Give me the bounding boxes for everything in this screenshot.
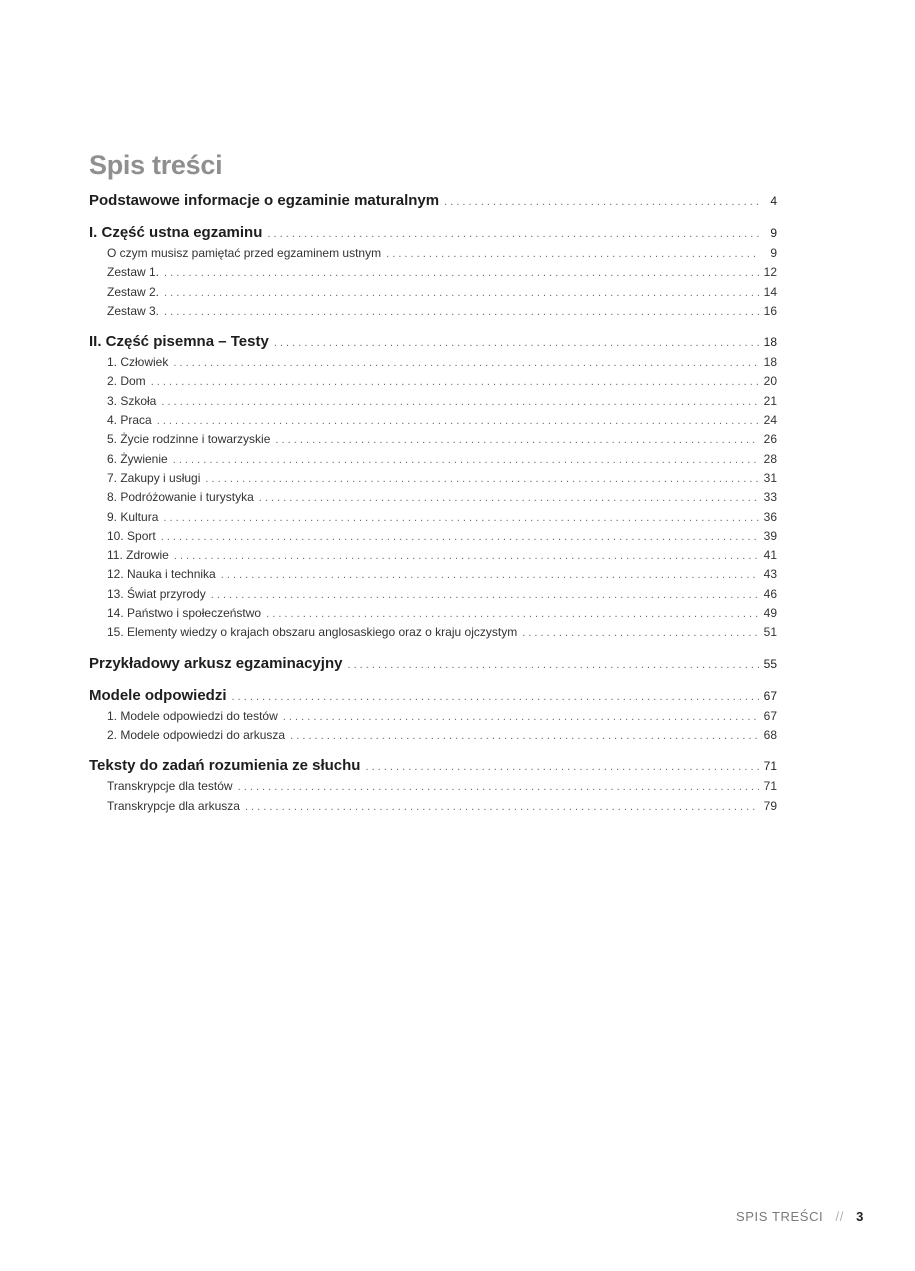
dot-leader [238,781,759,793]
toc-entry-page-number: 49 [763,606,777,621]
dot-leader [266,608,759,620]
toc-entry-label: Zestaw 3. [107,303,160,318]
toc-entry-page-number: 79 [763,798,777,813]
dot-leader [274,337,759,349]
dot-leader [211,589,759,601]
dot-leader [221,569,759,581]
toc-entry-page-number: 16 [763,303,777,318]
toc-section-page-number: 4 [770,194,777,208]
toc-entry-label: 1. Modele odpowiedzi do testów [107,708,278,723]
toc-entry[interactable] [89,779,777,798]
dot-leader [151,376,759,388]
toc-entry[interactable] [89,529,777,548]
toc-entry-page-number: 24 [763,413,777,428]
toc-entry[interactable] [89,394,777,413]
toc-section[interactable] [89,224,777,246]
section-gap [89,323,777,333]
toc-entry-page-number: 41 [763,548,777,563]
dot-leader [386,248,760,260]
toc-entry-page-number: 39 [763,528,777,543]
toc-entry[interactable] [89,548,777,567]
toc-entry[interactable] [89,374,777,393]
toc-entry[interactable] [89,567,777,586]
toc-section-label: II. Część pisemna – Testy [89,333,269,351]
toc-section[interactable] [89,655,777,677]
dot-leader [347,659,758,671]
toc-entry-label: 2. Modele odpowiedzi do arkusza [107,727,286,742]
toc-entry-page-number: 68 [763,727,777,742]
table-of-contents [89,192,777,818]
toc-entry-label: 10. Sport [107,528,156,543]
toc-entry-label: 8. Podróżowanie i turystyka [107,490,254,505]
toc-entry[interactable] [89,285,777,304]
toc-section-page-number: 71 [763,759,777,774]
toc-entry-label: Zestaw 1. [107,265,160,280]
toc-entry-page-number: 46 [763,586,777,601]
toc-entry-label: O czym musisz pamiętać przed egzaminem ustnym [107,246,382,260]
footer-section-label: SPIS TREŚCI [736,1209,824,1224]
section-gap [89,677,777,687]
toc-entry-page-number: 28 [763,451,777,466]
toc-entry-label: Transkrypcje dla arkusza [107,798,240,813]
toc-entry-page-number: 67 [763,708,777,723]
toc-entry-label: 2. Dom [107,374,146,389]
toc-entry-label: 13. Świat przyrody [107,586,206,601]
dot-leader [522,627,758,639]
toc-section[interactable] [89,333,777,355]
toc-entry-label: 7. Zakupy i usługi [107,470,201,485]
toc-entry[interactable] [89,510,777,529]
section-gap [89,747,777,757]
dot-leader [161,531,759,543]
toc-entry-label: 5. Życie rodzinne i towarzyskie [107,432,271,447]
dot-leader [444,196,760,208]
toc-entry-page-number: 31 [763,470,777,485]
toc-entry-page-number: 14 [763,284,777,299]
dot-leader [283,711,759,723]
toc-section-page-number: 9 [770,226,777,240]
section-gap [89,645,777,655]
dot-leader [259,492,759,504]
toc-entry[interactable] [89,728,777,747]
toc-entry-page-number: 20 [763,374,777,389]
toc-entry-page-number: 51 [763,625,777,640]
page-footer [736,1209,864,1224]
toc-section-label: Modele odpowiedzi [89,686,227,704]
dot-leader [173,357,758,369]
dot-leader [163,512,758,524]
toc-entry[interactable] [89,452,777,471]
toc-entry-label: 11. Zdrowie [107,548,169,563]
toc-section[interactable] [89,687,777,709]
toc-entry[interactable] [89,799,777,818]
toc-entry[interactable] [89,709,777,728]
toc-section-label: Przykładowy arkusz egzaminacyjny [89,654,343,672]
toc-section[interactable] [89,192,777,214]
toc-entry-label: 12. Nauka i technika [107,567,216,582]
toc-section-page-number: 67 [763,688,777,703]
toc-entry[interactable] [89,606,777,625]
dot-leader [205,473,758,485]
toc-entry-label: 14. Państwo i społeczeństwo [107,606,262,621]
toc-entry-label: 6. Żywienie [107,451,168,466]
toc-entry[interactable] [89,587,777,606]
dot-leader [174,550,759,562]
toc-entry[interactable] [89,490,777,509]
toc-entry-label: Transkrypcje dla testów [107,779,233,794]
dot-leader [365,761,758,773]
dot-leader [173,454,759,466]
section-gap [89,214,777,224]
toc-entry[interactable] [89,432,777,451]
toc-entry[interactable] [89,625,777,644]
dot-leader [164,287,759,299]
toc-entry-label: 1. Człowiek [107,355,169,370]
footer-separator: // [835,1209,844,1224]
toc-entry-page-number: 36 [763,509,777,524]
toc-section-label: Teksty do zadań rozumienia ze słuchu [89,757,361,775]
dot-leader [245,801,759,813]
toc-entry-page-number: 12 [763,265,777,280]
toc-entry[interactable] [89,355,777,374]
dot-leader [232,691,759,703]
toc-entry-page-number: 26 [763,432,777,447]
dot-leader [161,396,758,408]
toc-entry-page-number: 9 [770,246,777,260]
toc-entry-label: 4. Praca [107,413,152,428]
dot-leader [290,730,759,742]
dot-leader [267,228,760,240]
toc-entry-page-number: 71 [763,779,777,794]
toc-section-label: I. Część ustna egzaminu [89,224,263,241]
toc-entry-page-number: 18 [763,355,777,370]
toc-entry[interactable] [89,246,777,265]
toc-entry[interactable] [89,471,777,490]
toc-entry-page-number: 21 [763,393,777,408]
toc-entry-label: Zestaw 2. [107,284,160,299]
dot-leader [275,434,758,446]
toc-section-page-number: 55 [763,656,777,671]
dot-leader [157,415,759,427]
toc-section-page-number: 18 [763,335,777,350]
toc-entry-label: 15. Elementy wiedzy o krajach obszaru anglosaskiego oraz o kraju ojczystym [107,625,518,640]
toc-entry-page-number: 33 [763,490,777,505]
page-number: 3 [856,1209,864,1224]
toc-entry[interactable] [89,413,777,432]
toc-entry[interactable] [89,304,777,323]
toc-entry-label: 3. Szkoła [107,393,157,408]
page-title: Spis treści [89,150,223,180]
toc-entry-label: 9. Kultura [107,509,159,524]
toc-entry-page-number: 43 [763,567,777,582]
dot-leader [164,306,759,318]
dot-leader [164,267,759,279]
toc-entry[interactable] [89,265,777,284]
toc-section-label: Podstawowe informacje o egzaminie maturalnym [89,192,440,209]
toc-section[interactable] [89,757,777,779]
